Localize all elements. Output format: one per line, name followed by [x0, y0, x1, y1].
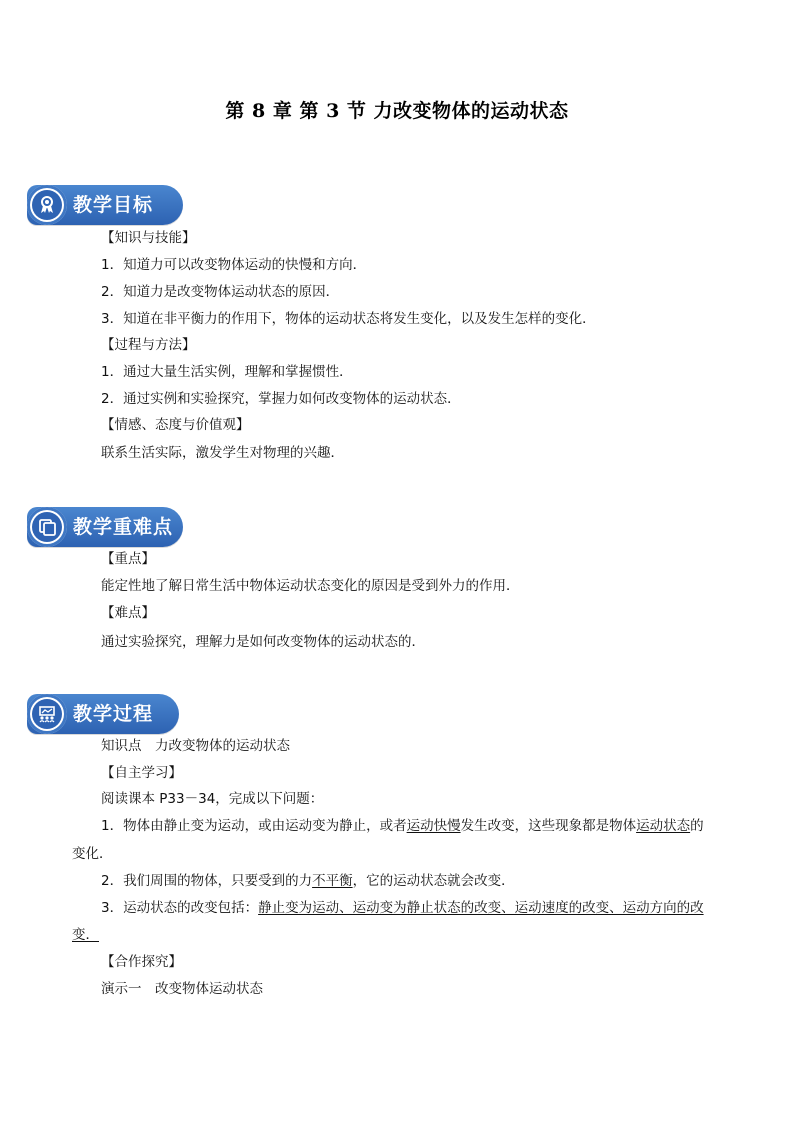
knowledge-item: 1．知道力可以改变物体运动的快慢和方向． [101, 257, 367, 273]
key-header: 【重点】 [101, 551, 155, 567]
answer-blank: 变． [72, 927, 99, 943]
emotion-text: 联系生活实际，激发学生对物理的兴趣． [101, 445, 344, 461]
difficult-header: 【难点】 [101, 605, 155, 621]
knowledge-item: 2．知道力是改变物体运动状态的原因． [101, 284, 340, 300]
process-header: 【过程与方法】 [101, 337, 196, 353]
emotion-header: 【情感、态度与价值观】 [101, 417, 250, 433]
section-heading-process: 教学过程 [73, 703, 154, 725]
section-heading-objectives: 教学目标 [73, 194, 154, 216]
intro-line: 阅读课本 P33－34，完成以下问题： [101, 791, 324, 807]
section-banner-keypoints [27, 507, 183, 547]
question-3: 3．运动状态的改变包括：静止变为运动、运动变为静止状态的改变、运动速度的改变、运动方向的改 [101, 900, 704, 916]
answer-blank: 静止变为运动、运动变为静止状态的改变、运动速度的改变、运动方向的改 [258, 900, 704, 916]
answer-blank: 运动快慢 [406, 818, 461, 834]
process-item: 2．通过实例和实验探究，掌握力如何改变物体的运动状态． [101, 391, 461, 407]
presentation-icon [32, 699, 62, 729]
question-1: 1．物体由静止变为运动，或由运动变为静止，或者运动快慢发生改变，这些现象都是物体运动状态的 [101, 818, 704, 834]
answer-blank: 运动状态 [636, 818, 691, 834]
answer-blank: 不平衡 [312, 873, 353, 889]
section-heading-keypoints: 教学重难点 [73, 516, 174, 538]
documents-icon [32, 512, 62, 542]
key-text: 能定性地了解日常生活中物体运动状态变化的原因是受到外力的作用． [101, 578, 520, 594]
page-title: 第 8 章 第 3 节 力改变物体的运动状态 [225, 100, 569, 122]
demo-line: 演示一 改变物体运动状态 [101, 981, 263, 997]
question-3-cont [72, 926, 99, 944]
process-item: 1．通过大量生活实例，理解和掌握惯性． [101, 364, 353, 380]
topic-line: 知识点 力改变物体的运动状态 [101, 738, 290, 754]
award-ribbon-icon [32, 190, 62, 220]
question-1-cont: 变化． [72, 846, 113, 862]
section-banner-objectives [27, 185, 183, 225]
difficult-text: 通过实验探究，理解力是如何改变物体的运动状态的． [101, 634, 425, 650]
knowledge-item: 3．知道在非平衡力的作用下，物体的运动状态将发生变化，以及发生怎样的变化． [101, 311, 596, 327]
question-2: 2．我们周围的物体，只要受到的力不平衡，它的运动状态就会改变． [101, 873, 515, 889]
knowledge-header: 【知识与技能】 [101, 230, 196, 246]
section-banner-process [27, 694, 179, 734]
self-study-header: 【自主学习】 [101, 765, 182, 781]
coop-header: 【合作探究】 [101, 954, 182, 970]
